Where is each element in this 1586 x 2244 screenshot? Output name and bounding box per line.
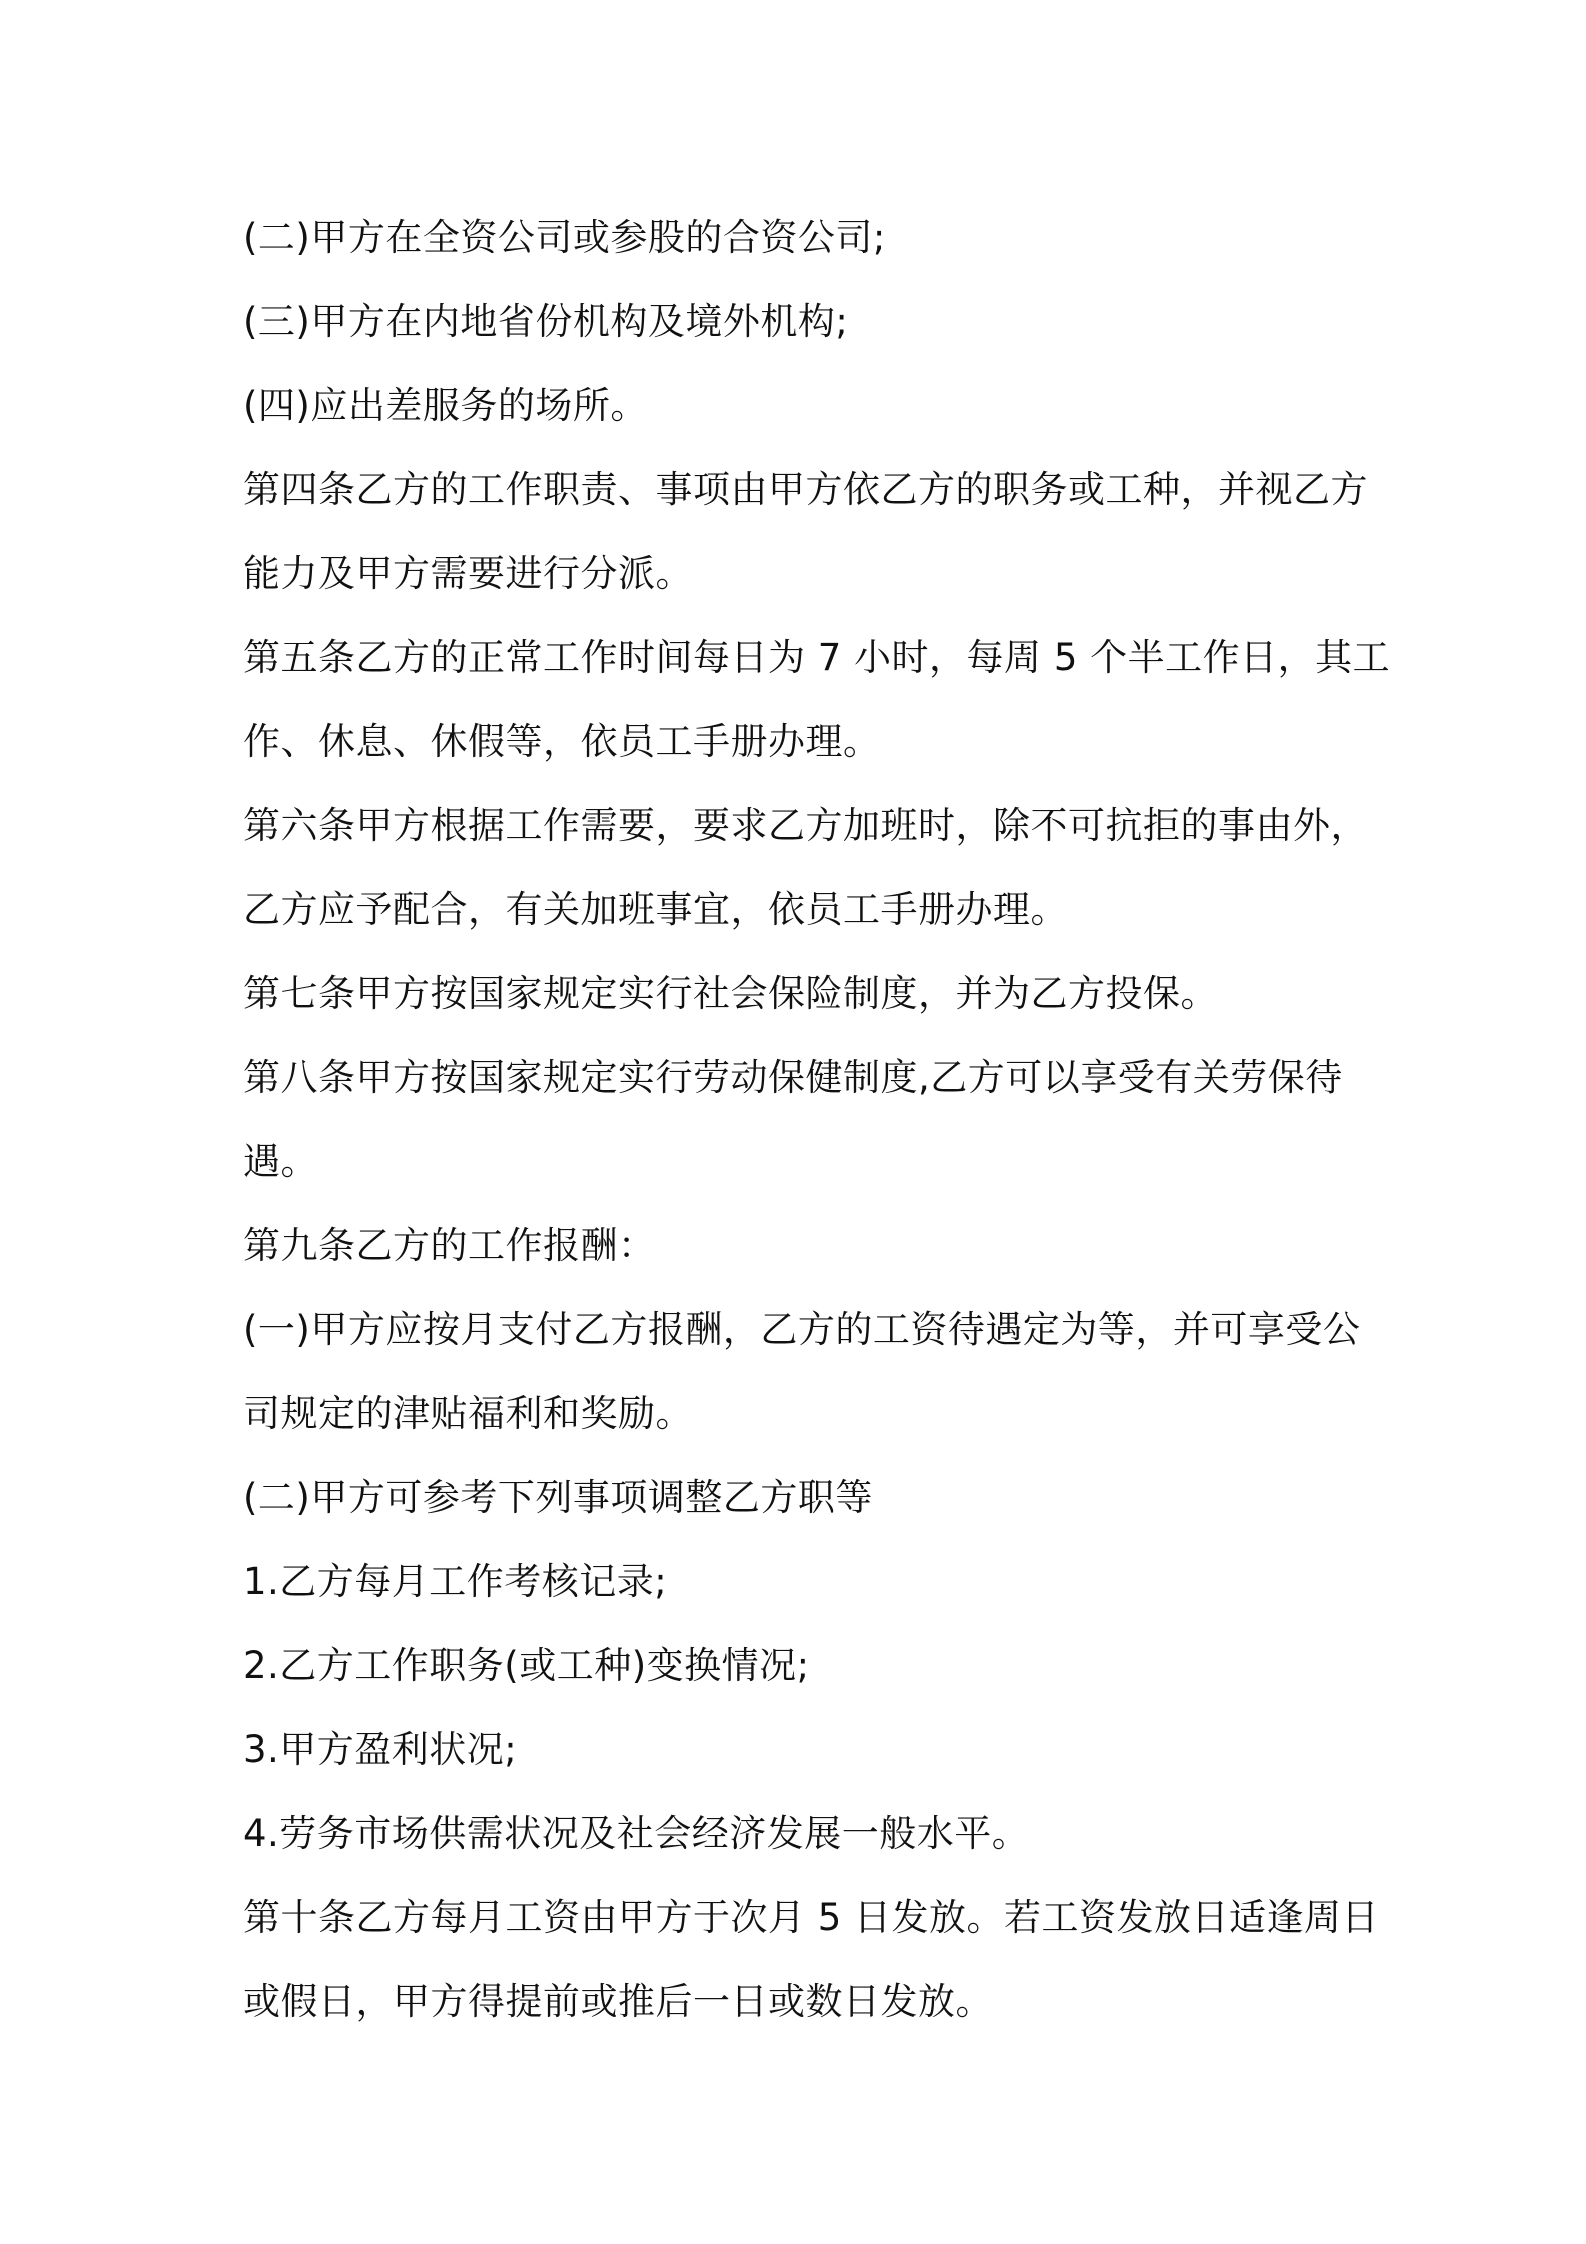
text-line: 第七条甲方按国家规定实行社会保险制度，并为乙方投保。 — [243, 972, 1218, 1015]
text-line: (二)甲方在全资公司或参股的合资公司; — [243, 216, 886, 259]
text-line: 或假日，甲方得提前或推后一日或数日发放。 — [243, 1980, 993, 2023]
text-line: 1.乙方每月工作考核记录; — [243, 1560, 668, 1603]
text-line: 3.甲方盈利状况; — [243, 1728, 518, 1771]
text-line: 第十条乙方每月工资由甲方于次月 5 日发放。若工资发放日适逢周日 — [243, 1896, 1380, 1939]
text-line: 第四条乙方的工作职责、事项由甲方依乙方的职务或工种，并视乙方 — [243, 468, 1368, 511]
text-line: 2.乙方工作职务(或工种)变换情况; — [243, 1644, 810, 1687]
text-line: (一)甲方应按月支付乙方报酬，乙方的工资待遇定为等，并可享受公 — [243, 1308, 1361, 1351]
text-line: 作、休息、休假等，依员工手册办理。 — [243, 720, 881, 763]
text-line: 第五条乙方的正常工作时间每日为 7 小时，每周 5 个半工作日，其工 — [243, 636, 1391, 679]
text-line: 司规定的津贴福利和奖励。 — [243, 1392, 693, 1435]
text-line: 遇。 — [243, 1140, 318, 1183]
text-line: (三)甲方在内地省份机构及境外机构; — [243, 300, 849, 343]
text-line: 4.劳务市场供需状况及社会经济发展一般水平。 — [243, 1812, 1030, 1855]
text-line: (二)甲方可参考下列事项调整乙方职等 — [243, 1476, 873, 1519]
text-line: 第六条甲方根据工作需要，要求乙方加班时，除不可抗拒的事由外， — [243, 804, 1368, 847]
text-line: 第九条乙方的工作报酬： — [243, 1224, 656, 1267]
text-line: (四)应出差服务的场所。 — [243, 384, 648, 427]
text-line: 能力及甲方需要进行分派。 — [243, 552, 693, 595]
text-line: 第八条甲方按国家规定实行劳动保健制度,乙方可以享受有关劳保待 — [243, 1056, 1343, 1099]
text-line: 乙方应予配合，有关加班事宜，依员工手册办理。 — [243, 888, 1068, 931]
document-body — [243, 196, 1391, 2044]
